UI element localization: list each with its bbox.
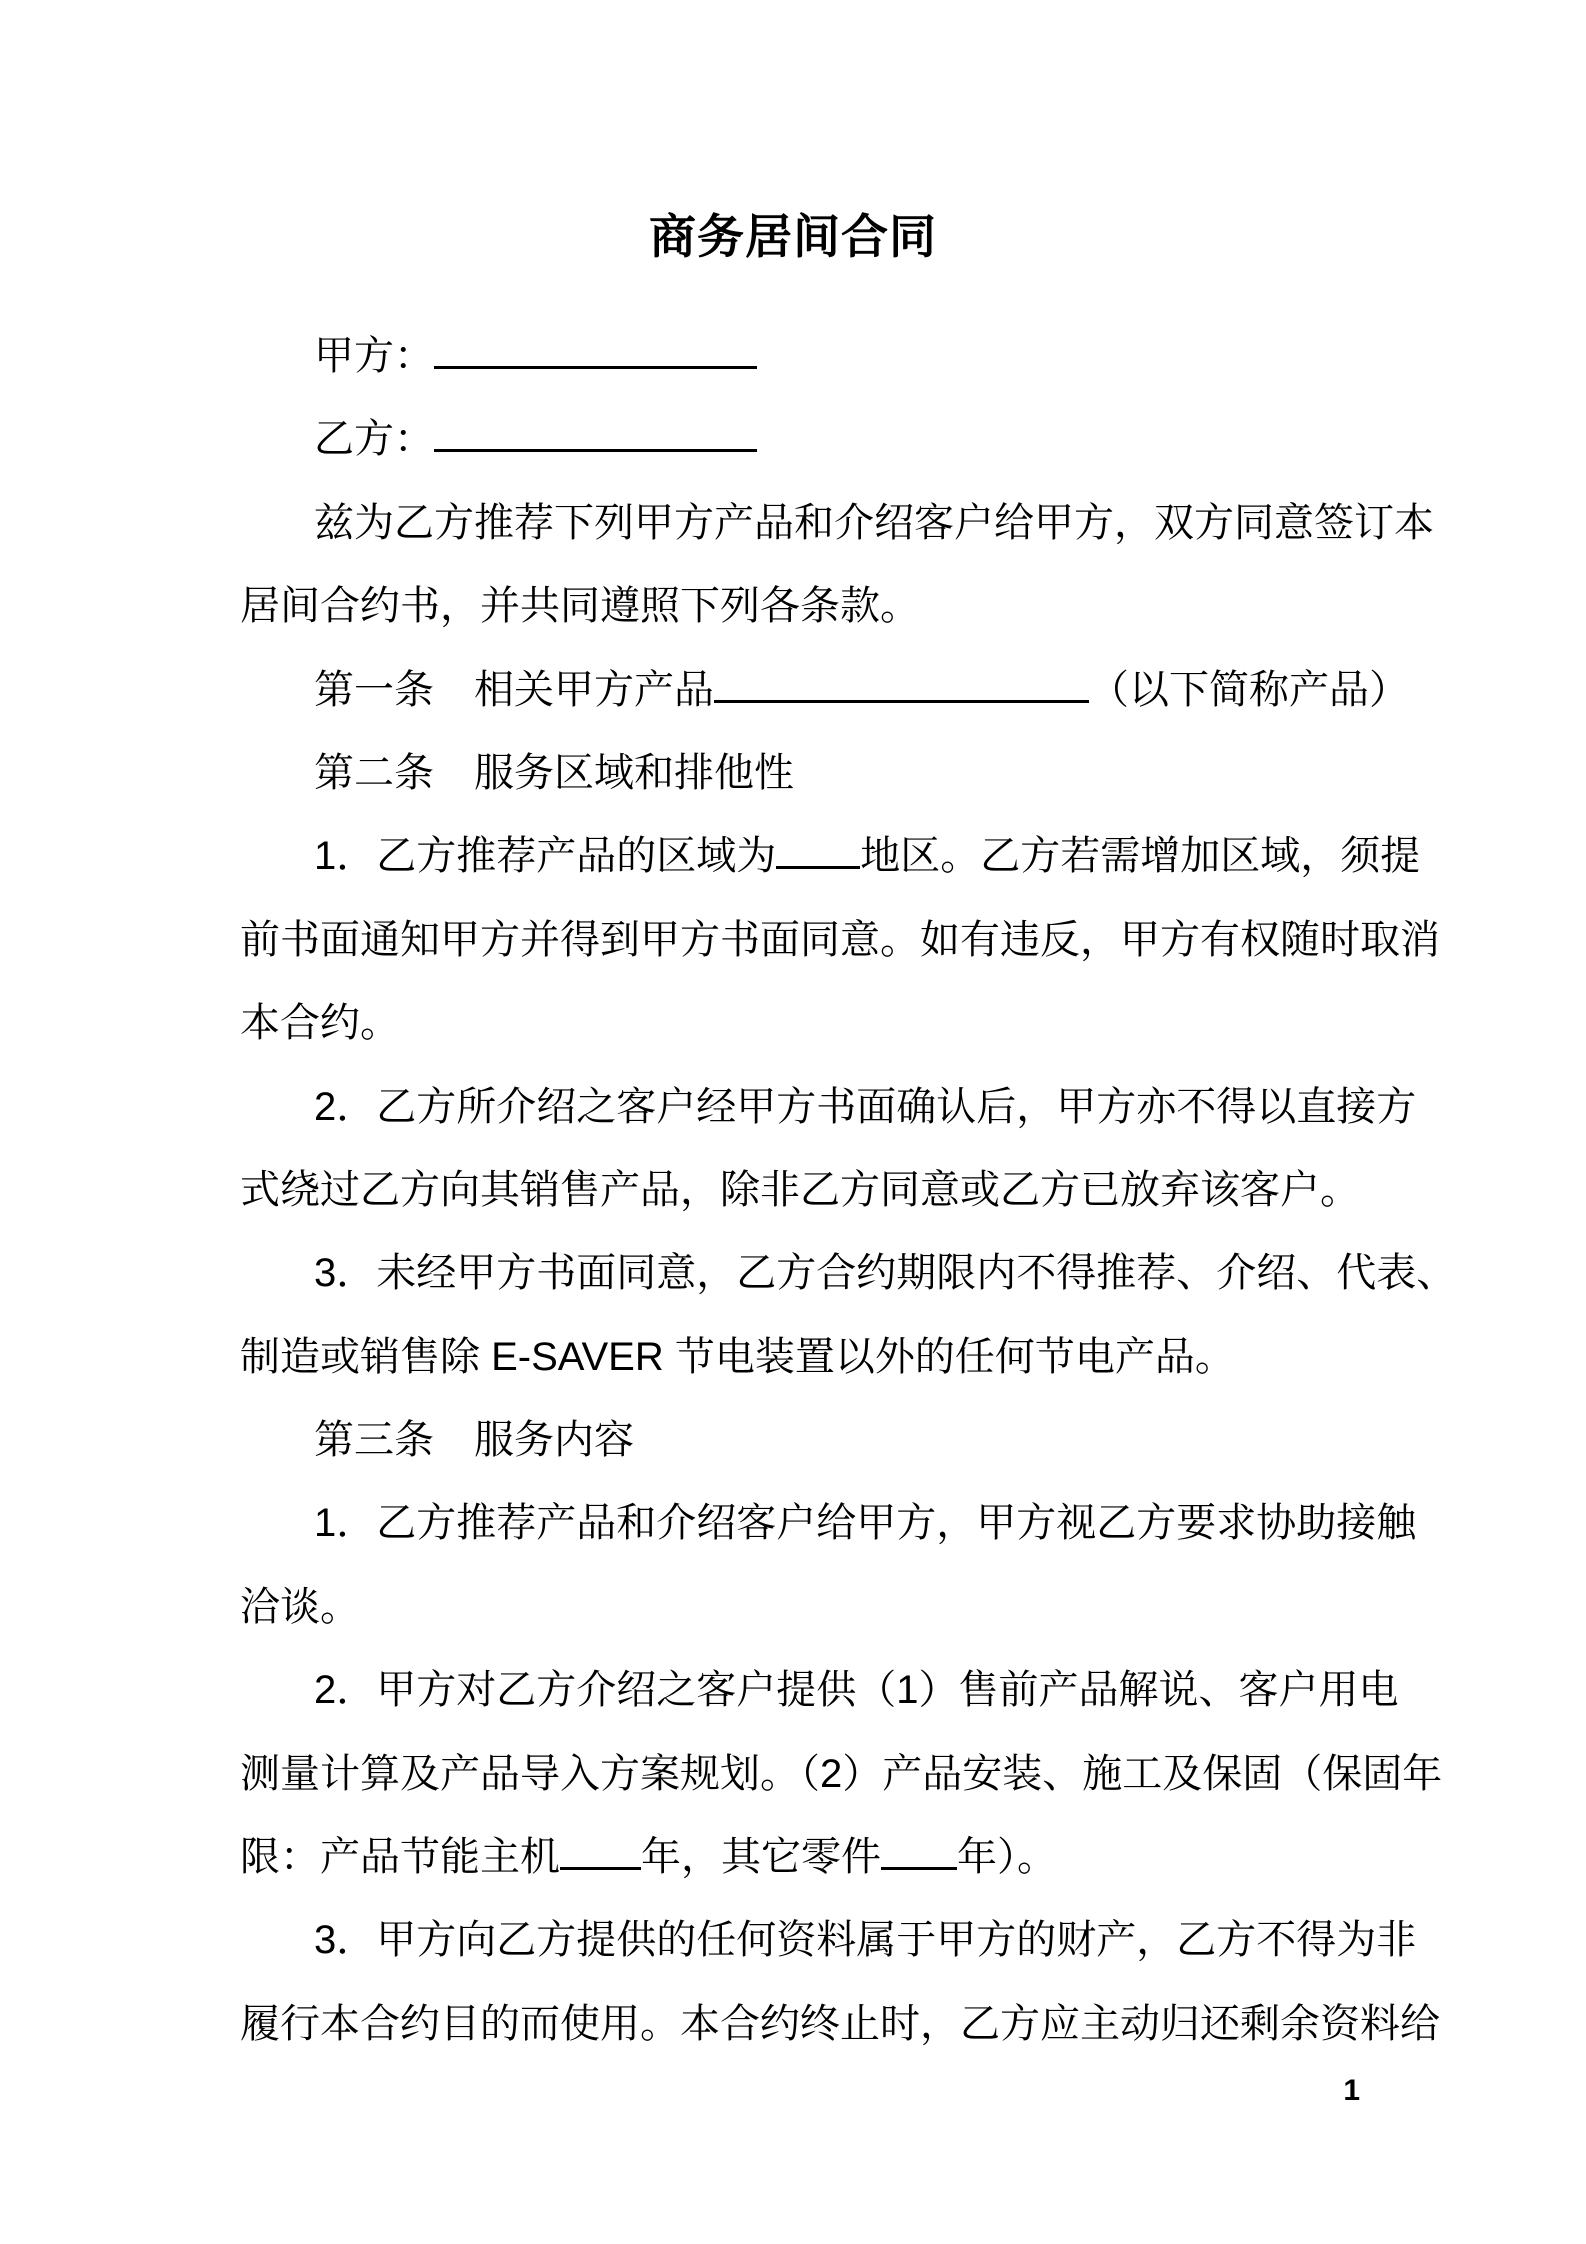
document-line	[240, 1316, 1365, 1399]
document-line	[240, 1066, 1417, 1149]
document-line	[240, 982, 1365, 1065]
document-line	[240, 732, 1365, 815]
fill-in-blank	[560, 1833, 641, 1870]
text-run: 兹为乙方推荐下列甲方产品和介绍客户给甲方，双方同意签订本	[314, 500, 1434, 545]
text-run: 式绕过乙方向其销售产品，除非乙方同意或乙方已放弃该客户。	[240, 1167, 1360, 1212]
text-run: 3．甲方向乙方提供的任何资料属于甲方的财产，乙方不得为非	[314, 1918, 1417, 1963]
document-line	[240, 1399, 1365, 1482]
document-line	[240, 899, 1440, 982]
document-line	[240, 1649, 1399, 1732]
document-line	[240, 1566, 1365, 1649]
text-run: 第二条 服务区域和排他性	[314, 750, 794, 795]
text-run: 甲方：	[314, 334, 434, 378]
document-line	[240, 815, 1421, 898]
document-line	[240, 315, 1365, 398]
page-footer	[240, 2070, 1360, 2112]
document-line	[240, 649, 1409, 732]
document-line	[240, 1232, 1457, 1315]
text-run: 制造或销售除 E-SAVER 节电装置以外的任何节电产品。	[240, 1334, 1235, 1379]
text-run: 限：产品节能主机	[240, 1835, 560, 1880]
text-run: 地区。乙方若需增加区域，须提	[860, 834, 1421, 879]
text-run: （以下简称产品）	[1089, 667, 1409, 712]
text-run: 洽谈。	[240, 1584, 360, 1629]
text-run: 居间合约书，并共同遵照下列各条款。	[240, 584, 920, 629]
text-run: 年，其它零件	[641, 1835, 881, 1880]
text-run: 本合约。	[240, 1001, 400, 1046]
text-run: 履行本合约目的而使用。本合约终止时，乙方应主动归还剩余资料给	[240, 2001, 1440, 2046]
fill-in-blank	[714, 666, 1089, 703]
document-line	[240, 1149, 1365, 1232]
text-run: 乙方：	[314, 417, 434, 462]
text-run: 第三条 服务内容	[314, 1418, 634, 1463]
text-run: 测量计算及产品导入方案规划。（2）产品安装、施工及保固（保固年	[240, 1751, 1443, 1796]
document-line	[240, 1482, 1417, 1565]
text-run: 年）。	[957, 1835, 1057, 1880]
document-body	[240, 315, 1457, 2066]
document-title: 商务居间合同	[649, 210, 937, 263]
document-line	[240, 482, 1434, 565]
document-line	[240, 1983, 1440, 2066]
text-run: 1．乙方推荐产品和介绍客户给甲方，甲方视乙方要求协助接触	[314, 1501, 1417, 1546]
fill-in-blank	[881, 1833, 957, 1870]
text-run: 1．乙方推荐产品的区域为	[314, 834, 777, 879]
document-line	[240, 1733, 1443, 1816]
text-run: 前书面通知甲方并得到甲方书面同意。如有违反，甲方有权随时取消	[240, 917, 1440, 962]
document-line	[240, 565, 1365, 648]
page-number: 1	[1343, 2074, 1360, 2107]
fill-in-blank	[434, 332, 757, 369]
fill-in-blank	[776, 832, 860, 869]
text-run: 3．未经甲方书面同意，乙方合约期限内不得推荐、介绍、代表、	[314, 1251, 1457, 1296]
text-run: 2．甲方对乙方介绍之客户提供（1）售前产品解说、客户用电	[314, 1668, 1399, 1713]
fill-in-blank	[434, 415, 757, 452]
document-line	[240, 1816, 1365, 1899]
document-line	[240, 398, 1365, 481]
text-run: 2．乙方所介绍之客户经甲方书面确认后，甲方亦不得以直接方	[314, 1084, 1417, 1129]
text-run: 第一条 相关甲方产品	[314, 667, 714, 712]
document-line	[240, 1899, 1417, 1982]
